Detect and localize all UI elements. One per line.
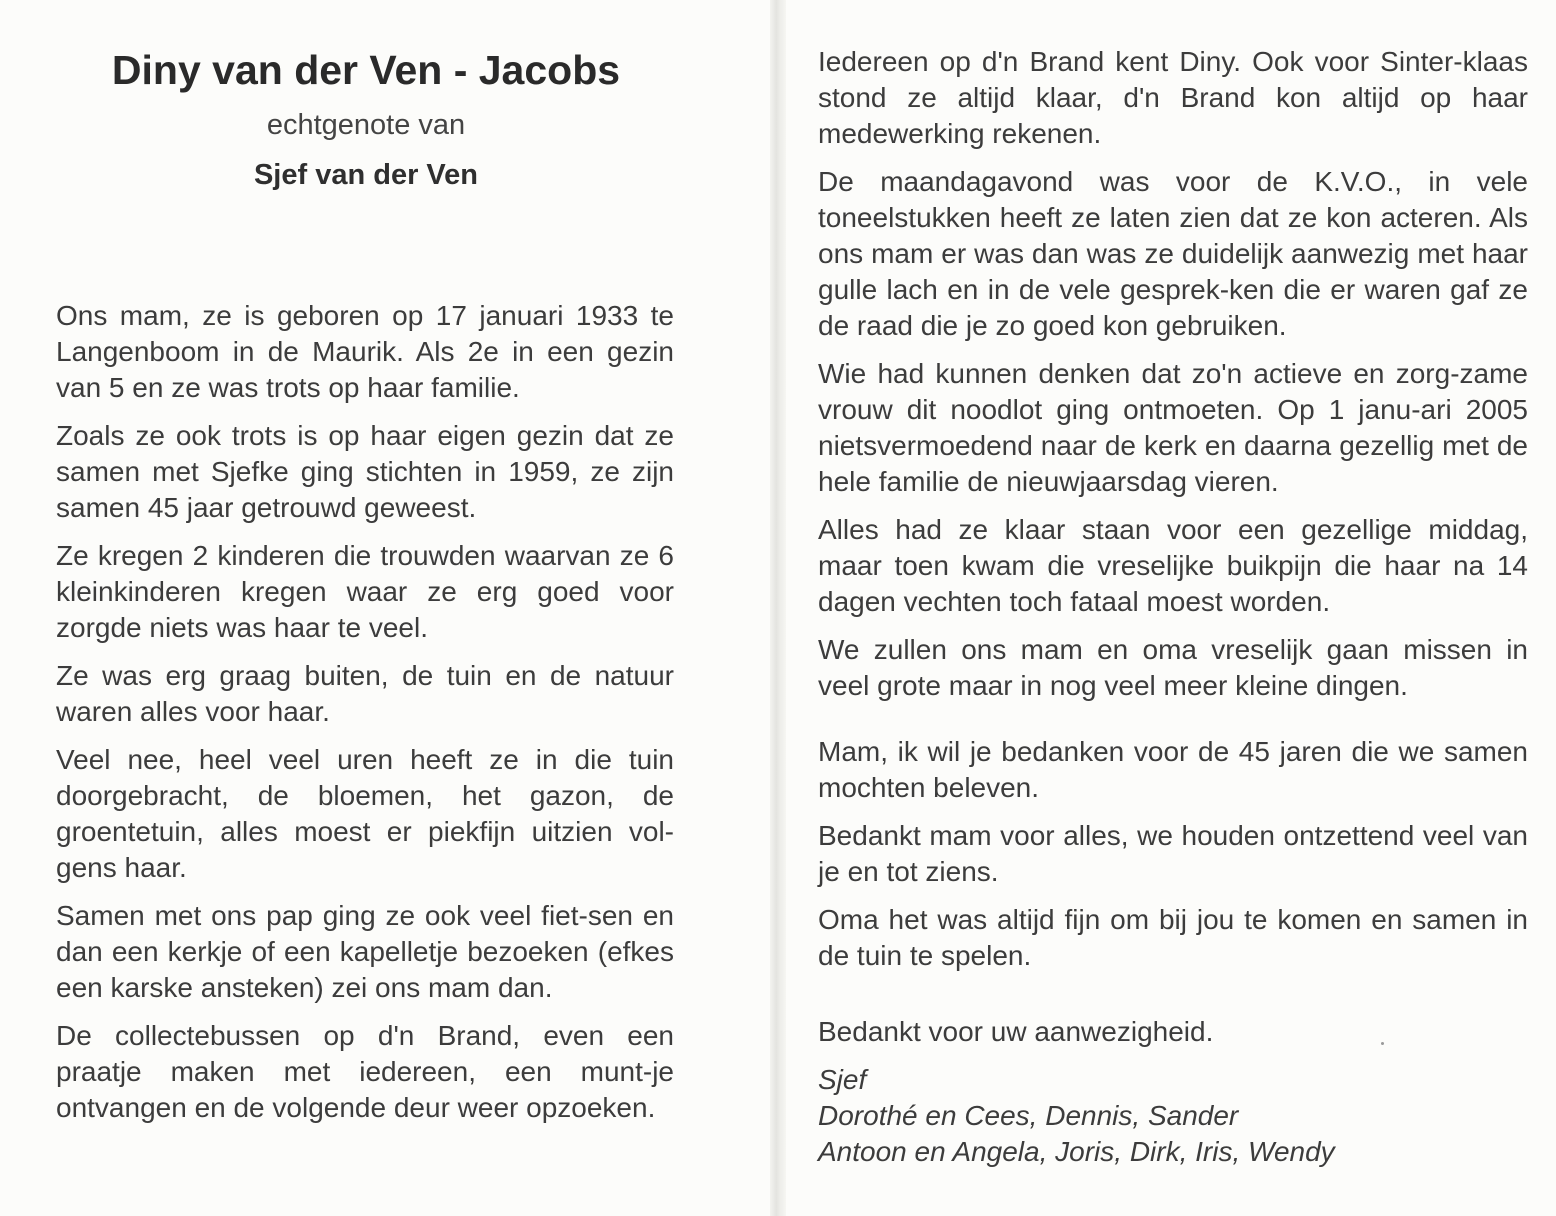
- paragraph: Ons mam, ze is geboren op 17 januari 1933 te Langenboom in de Maurik. Als 2e in een gezin van 5 en ze was trots op haar familie.: [56, 300, 674, 403]
- deceased-name: Diny van der Ven - Jacobs: [111, 47, 621, 93]
- paragraph: Zoals ze ook trots is op haar eigen gezin dat ze samen met Sjefke ging stichten in 1959, ze zijn samen 45 jaar getrouwd geweest.: [56, 420, 674, 523]
- right-page: [818, 44, 1528, 1170]
- paragraph: We zullen ons mam en oma vreselijk gaan missen in veel grote maar in nog veel meer kleine dingen.: [818, 634, 1528, 701]
- farewell-paragraph: Mam, ik wil je bedanken voor de 45 jaren die we samen mochten beleven.: [818, 736, 1528, 803]
- paragraph: Ze was erg graag buiten, de tuin en de natuur waren alles voor haar.: [56, 660, 674, 727]
- signature-line: Antoon en Angela, Joris, Dirk, Iris, Wendy: [818, 1136, 1335, 1167]
- paragraph: Veel nee, heel veel uren heeft ze in die tuin doorgebracht, de bloemen, het gazon, de groentetuin, alles moest er piekfijn uitzien vol-gens haar.: [56, 744, 674, 883]
- left-body: [56, 298, 674, 1126]
- signature-line: Sjef: [818, 1064, 867, 1095]
- farewell-paragraph: Oma het was altijd fijn om bij jou te komen en samen in de tuin te spelen.: [818, 904, 1528, 971]
- closing-block: [818, 1014, 1528, 1170]
- paragraph: Samen met ons pap ging ze ook veel fiet-sen en dan een kerkje of een kapelletje bezoeken (efkes een karske ansteken) zei ons mam dan.: [56, 900, 674, 1003]
- paragraph: De maandagavond was voor de K.V.O., in vele toneelstukken heeft ze laten zien dat ze kon acteren. Als ons mam er was dan was ze duidelijk aanwezig met haar gulle lach en in de vele gesprek-ken die er waren gaf ze de raad die je zo goed kon gebruiken.: [818, 166, 1528, 341]
- farewell-paragraph: Bedankt mam voor alles, we houden ontzettend veel van je en tot ziens.: [818, 820, 1528, 887]
- closing-text: Bedankt voor uw aanwezigheid.: [818, 1016, 1214, 1047]
- card-header: [56, 44, 676, 198]
- left-page: [56, 44, 674, 1138]
- paragraph: Ze kregen 2 kinderen die trouwden waarvan ze 6 kleinkinderen kregen waar ze erg goed voor zorgde niets was haar te veel.: [56, 540, 674, 643]
- card-fold: [770, 0, 786, 1216]
- paragraph: Iedereen op d'n Brand kent Diny. Ook voor Sinter-klaas stond ze altijd klaar, d'n Brand kon altijd op haar medewerking rekenen.: [818, 46, 1528, 149]
- farewell-block: [818, 734, 1528, 974]
- speck: [1381, 1042, 1384, 1045]
- paragraph: Alles had ze klaar staan voor een gezellige middag, maar toen kwam die vreselijke buikpijn die haar na 14 dagen vechten toch fataal moest worden.: [818, 514, 1528, 617]
- paragraph: De collectebussen op d'n Brand, even een praatje maken met iedereen, een munt-je ontvangen en de volgende deur weer opzoeken.: [56, 1020, 674, 1123]
- paragraph: Wie had kunnen denken dat zo'n actieve en zorg-zame vrouw dit noodlot ging ontmoeten. Op 1 janu-ari 2005 nietsvermoedend naar de kerk en daarna gezellig met de hele familie de nieuwjaarsdag vieren.: [818, 358, 1528, 497]
- signature-line: Dorothé en Cees, Dennis, Sander: [818, 1100, 1239, 1131]
- spouse-label: echtgenote van: [266, 109, 466, 141]
- spouse-name: Sjef van der Ven: [253, 159, 479, 191]
